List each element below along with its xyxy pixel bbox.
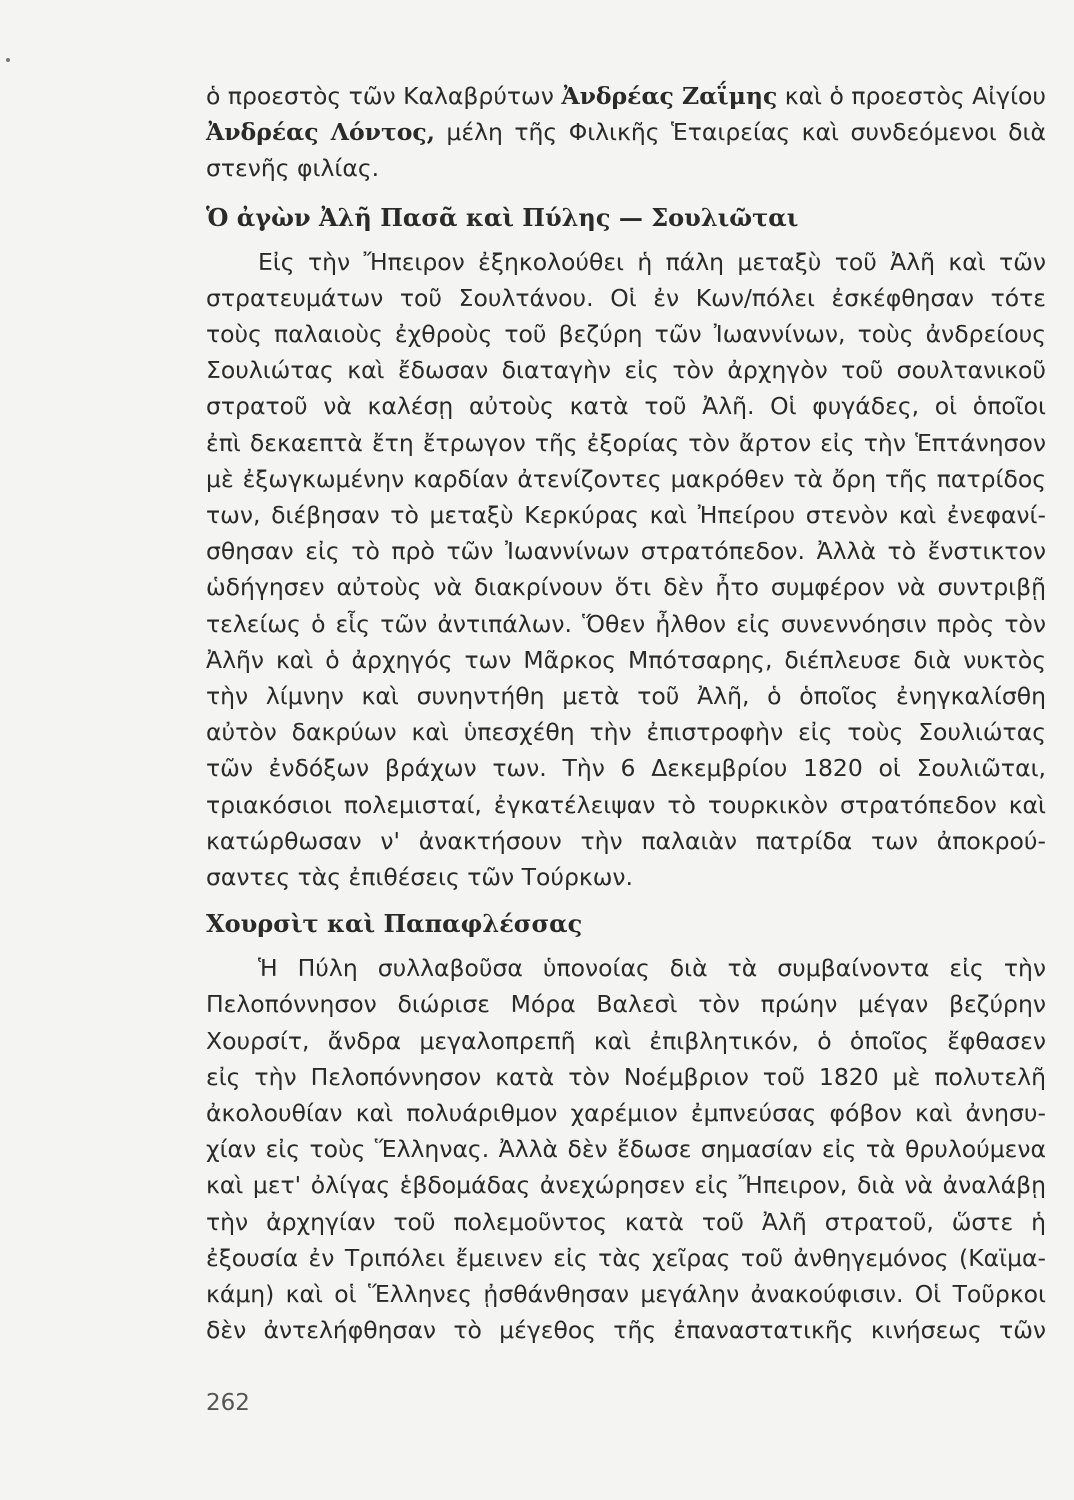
text-line: Εἰς τὴν Ἤπειρον ἐξηκολούθει ἡ πάλη μεταξὺ τοῦ Ἀλῆ καὶ τῶν [258,247,1046,276]
text-line: Χουρσίτ, ἄνδρα μεγαλοπρεπῆ καὶ ἐπιβλητικόν, ὁ ὁποῖος ἔφθασεν [206,1026,1046,1055]
text-line: τελείως ὁ εἷς τῶν ἀντιπάλων. Ὅθεν ἦλθον εἰς συνεννόησιν πρὸς τὸν [206,609,1046,638]
text-run: καὶ ὁ προεστὸς Αἰγίου [777,82,1047,110]
text-line: τοὺς παλαιοὺς ἐχθροὺς τοῦ βεζύρη τῶν Ἰωαννίνων, τοὺς ἀνδρείους [206,320,1046,349]
text-line: σθησαν εἰς τὸ πρὸ τῶν Ἰωαννίνων στρατόπεδον. Ἀλλὰ τὸ ἔνστικτον [206,537,1046,566]
text-line: δὲν ἀντελήφθησαν τὸ μέγεθος τῆς ἐπαναστατικῆς κινήσεως τῶν [206,1316,1046,1345]
text-line: αὐτὸν δακρύων καὶ ὑπεσχέθη τὴν ἐπιστροφὴν εἰς τοὺς Σουλιώτας [206,718,1046,747]
text-line: Σουλιώτας καὶ ἔδωσαν διαταγὴν εἰς τὸν ἀρχηγὸν τοῦ σουλτανικοῦ [206,356,1046,385]
page-number: 262 [206,1390,250,1416]
text-run: μέλη τῆς Φιλικῆς Ἑταιρείας καὶ συνδεόμενοι διὰ [434,118,1046,147]
text-line [206,78,1046,114]
person-name-zaimis: Ἀνδρέας Ζαΐμης [561,82,778,110]
text-line: των, διέβησαν τὸ μεταξὺ Κερκύρας καὶ Ἠπείρου στενὸν καὶ ἐνεφανί- [206,501,1046,530]
intro-paragraph [206,78,1046,187]
text-line: τῶν ἐνδόξων βράχων των. Τὴν 6 Δεκεμβρίου 1820 οἱ Σουλιῶται, [206,754,1046,783]
ali-pasha-paragraph [206,244,1046,896]
scan-speck [6,58,10,62]
text-line: τριακόσιοι πολεμισταί, ἐγκατέλειψαν τὸ τουρκικὸν στρατόπεδον καὶ [206,790,1046,819]
section-heading-ali-pasha: Ὁ ἀγὼν Ἀλῆ Πασᾶ καὶ Πύλης — Σουλιῶται [206,202,799,232]
text-line: σαντες τὰς ἐπιθέσεις τῶν Τούρκων. [206,863,634,892]
text-line: στρατοῦ νὰ καλέσῃ αὐτοὺς κατὰ τοῦ Ἀλῆ. Οἱ φυγάδες, οἱ ὁποῖοι [206,392,1046,421]
text-line: Ἡ Πύλη συλλαβοῦσα ὑπονοίας διὰ τὰ συμβαίνοντα εἰς τὴν [258,954,1046,983]
text-line: στενῆς φιλίας. [206,154,380,183]
text-line: τὴν ἀρχηγίαν τοῦ πολεμοῦντος κατὰ τοῦ Ἀλῆ στρατοῦ, ὥστε ἡ [206,1207,1046,1236]
text-line: Πελοπόννησον διώρισε Μόρα Βαλεσὶ τὸν πρώην μέγαν βεζύρην [206,990,1046,1019]
text-line: στρατευμάτων τοῦ Σουλτάνου. Οἱ ἐν Κων/πόλει ἐσκέφθησαν τότε [206,283,1046,312]
text-line: χίαν εἰς τοὺς Ἕλληνας. Ἀλλὰ δὲν ἔδωσε σημασίαν εἰς τὰ θρυλούμενα [206,1135,1046,1164]
page-body [206,78,1046,1349]
text-line [206,114,1046,150]
text-line: ἐξουσία ἐν Τριπόλει ἔμεινεν εἰς τὰς χεῖρας τοῦ ἀνθηγεμόνος (Καϊμα- [206,1243,1046,1272]
text-line: ἀκολουθίαν καὶ πολυάριθμον χαρέμιον ἐμπνεύσας φόβον καὶ ἀνησυ- [206,1099,1046,1128]
text-line: ἐπὶ δεκαεπτὰ ἔτη ἔτρωγον τῆς ἐξορίας τὸν ἄρτον εἰς τὴν Ἑπτάνησον [206,428,1046,457]
text-line: ὡδήγησεν αὐτοὺς νὰ διακρίνουν ὅτι δὲν ἦτο συμφέρον νὰ συντριβῇ [206,573,1046,602]
text-run: ὁ προεστὸς τῶν Καλαβρύτων [206,82,562,110]
text-line: μὲ ἐξωγκωμένην καρδίαν ἀτενίζοντες μακρόθεν τὰ ὄρη τῆς πατρίδος [206,464,1046,493]
text-line: τὴν λίμνην καὶ συνηντήθη μετὰ τοῦ Ἀλῆ, ὁ ὁποῖος ἐνηγκαλίσθη [206,682,1046,711]
section-heading-hursit: Χουρσὶτ καὶ Παπαφλέσσας [206,909,583,939]
text-line: καὶ μετ' ὀλίγας ἑβδομάδας ἀνεχώρησεν εἰς Ἤπειρον, διὰ νὰ ἀναλάβῃ [206,1171,1046,1200]
text-line: κατώρθωσαν ν' ἀνακτήσουν τὴν παλαιὰν πατρίδα των ἀποκρού- [206,826,1046,855]
text-line: εἰς τὴν Πελοπόννησον κατὰ τὸν Νοέμβριον τοῦ 1820 μὲ πολυτελῆ [206,1062,1046,1091]
text-line: Ἀλῆν καὶ ὁ ἀρχηγός των Μᾶρκος Μπότσαρης, διέπλευσε διὰ νυκτὸς [206,645,1046,674]
text-line: κάμη) καὶ οἱ Ἕλληνες ᾐσθάνθησαν μεγάλην ἀνακούφισιν. Οἱ Τοῦρκοι [206,1280,1046,1309]
person-name-londos: Ἀνδρέας Λόντος, [206,118,435,147]
hursit-paragraph [206,950,1046,1348]
